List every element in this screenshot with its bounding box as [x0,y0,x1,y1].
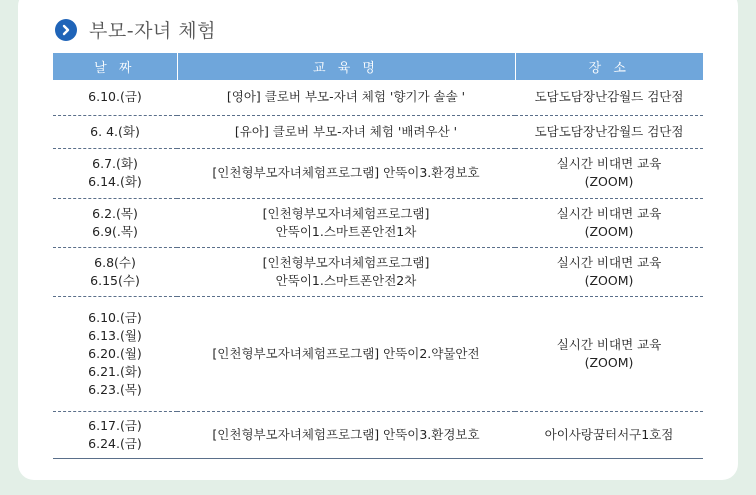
program-cell-line: [인천형부모자녀체험프로그램] 안뚝이3.환경보호 [212,426,480,442]
table-row [53,198,703,247]
date-cell-line: 6.14.(화) [88,174,142,189]
date-cell-line: 6.17.(금) [88,417,142,433]
schedule-table [53,53,703,459]
date-cell-line: 6.23.(목) [88,381,142,397]
table-row [53,148,703,198]
header-place: 장 소 [515,53,703,80]
place-cell-line: 실시간 비대면 교육 [556,336,662,352]
program-cell [177,247,515,296]
program-cell [177,296,515,411]
table-row [53,296,703,411]
table-header-row [53,53,703,80]
place-cell-line: 아이사랑꿈터서구1호점 [544,426,674,442]
date-cell-line: 6.9(.목) [92,223,138,239]
section-heading [55,16,216,43]
program-cell-line: [인천형부모자녀체험프로그램] 안뚝이2.약물안전 [212,345,480,361]
date-cell-line: 6.20.(월) [88,345,142,361]
date-cell [53,296,177,411]
place-cell [515,198,703,247]
date-cell [53,411,177,458]
chevron-right-circle-icon [55,19,77,41]
table-row [53,80,703,115]
date-cell-line: 6.10.(금) [88,309,142,325]
place-cell [515,411,703,458]
place-cell-line: (ZOOM) [584,223,634,239]
program-cell [177,198,515,247]
date-cell-line: 6.24.(금) [88,435,142,451]
place-cell [515,247,703,296]
date-cell [53,247,177,296]
date-cell [53,148,177,198]
date-cell-line: 6.8(수) [94,254,136,270]
place-cell-line: (ZOOM) [584,354,634,370]
section-title: 부모-자녀 체험 [89,20,217,42]
place-cell [515,296,703,411]
program-cell-line: [인천형부모자녀체험프로그램] [262,205,430,221]
program-cell-line: [유아] 클로버 부모-자녀 체험 '배려우산 ' [234,123,458,139]
place-cell-line: 실시간 비대면 교육 [556,205,662,221]
program-cell-line: [인천형부모자녀체험프로그램] [262,254,430,270]
place-cell [515,115,703,148]
place-cell-line: 실시간 비대면 교육 [556,156,662,171]
table-row [53,115,703,148]
place-cell-line: 도담도담장난감월드 검단점 [534,89,684,105]
date-cell-line: 6.2.(목) [92,205,138,221]
program-cell-line: [인천형부모자녀체험프로그램] 안뚝이3.환경보호 [212,165,480,180]
date-cell-line: 6.7.(화) [92,156,138,171]
place-cell [515,148,703,198]
place-cell-line: (ZOOM) [584,174,634,189]
header-program: 교 육 명 [177,53,515,80]
program-cell [177,115,515,148]
date-cell-line: 6.15(수) [90,272,140,288]
date-cell-line: 6.13.(월) [88,327,142,343]
date-cell [53,80,177,115]
place-cell-line: 실시간 비대면 교육 [556,254,662,270]
date-cell-line: 6. 4.(화) [90,123,140,139]
place-cell [515,80,703,115]
table-row [53,247,703,296]
date-cell-line: 6.21.(화) [88,363,142,379]
header-date: 날 짜 [53,53,177,80]
date-cell [53,115,177,148]
program-cell-line: [영아] 클로버 부모-자녀 체험 '향기가 솔솔 ' [226,89,466,105]
place-cell-line: 도담도담장난감월드 검단점 [534,123,684,139]
program-cell [177,148,515,198]
program-cell [177,80,515,115]
place-cell-line: (ZOOM) [584,272,634,288]
program-cell-line: 안뚝이1.스마트폰안전2차 [275,272,417,288]
date-cell-line: 6.10.(금) [88,89,142,105]
program-cell [177,411,515,458]
program-cell-line: 안뚝이1.스마트폰안전1차 [275,223,417,239]
date-cell [53,198,177,247]
table-row [53,411,703,458]
